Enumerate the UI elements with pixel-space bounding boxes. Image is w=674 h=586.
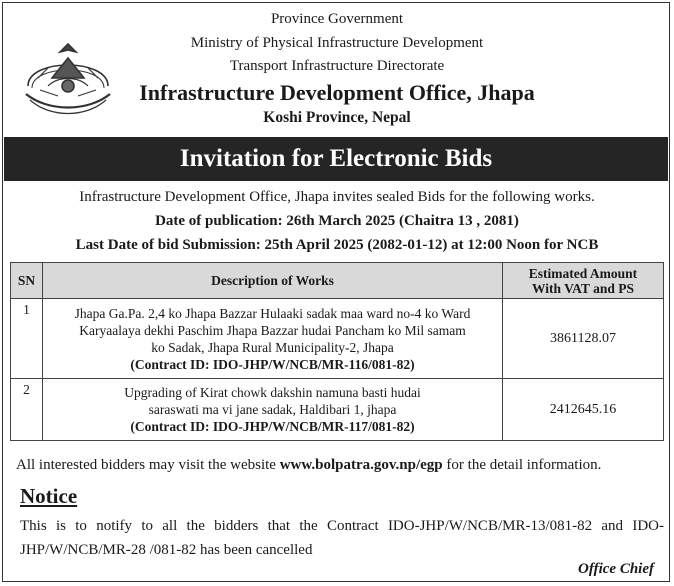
header-office-name: Infrastructure Development Office, Jhapa <box>139 80 535 105</box>
header-amount <box>503 263 664 299</box>
row-description <box>43 379 503 441</box>
submission-deadline: Last Date of bid Submission: 25th April 2025 (2082-01-12) at 12:00 Noon for NCB <box>75 237 599 253</box>
banner-title: Invitation for Electronic Bids <box>4 137 668 181</box>
header-sn: SN <box>11 263 43 299</box>
notice-title: Notice <box>20 484 78 508</box>
contract-id: (Contract ID: IDO-JHP/W/NCB/MR-117/081-82) <box>130 419 415 434</box>
desc-line: Jhapa Ga.Pa. 2,4 ko Jhapa Bazzar Hulaaki sadak maa ward no-4 ko Ward <box>74 305 471 321</box>
intro-text: Infrastructure Development Office, Jhapa invites sealed Bids for the following works. <box>79 189 595 205</box>
website-link[interactable]: www.bolpatra.gov.np/egp <box>279 457 443 473</box>
row-amount: 2412645.16 <box>503 379 664 441</box>
row-sn: 2 <box>11 379 43 441</box>
row-sn: 1 <box>11 299 43 379</box>
header-province: Koshi Province, Nepal <box>263 109 411 126</box>
publication-date: Date of publication: 26th March 2025 (Chaitra 13 , 2081) <box>155 213 519 229</box>
signature: Office Chief <box>578 561 654 577</box>
header-ministry: Ministry of Physical Infrastructure Development <box>190 35 484 51</box>
header-directorate: Transport Infrastructure Directorate <box>229 58 445 74</box>
desc-line: ko Sadak, Jhapa Rural Municipality-2, Jhapa <box>151 339 394 355</box>
header-amount-line2: With VAT and PS <box>532 280 634 296</box>
header-province-government: Province Government <box>270 11 404 27</box>
header-description: Description of Works <box>43 263 503 299</box>
header-amount-line1: Estimated Amount <box>528 265 638 281</box>
works-table <box>10 262 664 441</box>
desc-line: Upgrading of Kirat chowk dakshin namuna basti hudai <box>124 385 421 400</box>
contract-id: (Contract ID: IDO-JHP/W/NCB/MR-116/081-82) <box>130 356 415 372</box>
website-prefix: All interested bidders may visit the website <box>16 457 280 473</box>
website-suffix: for the detail information. <box>442 457 602 473</box>
desc-line: saraswati ma vi jane sadak, Haldibari 1, jhapa <box>148 402 397 417</box>
website-info <box>16 456 601 474</box>
table-row <box>11 379 664 441</box>
table-row <box>11 299 664 379</box>
desc-line: Karyaalaya dekhi Paschim Jhapa Bazzar hudai Pancham ko Mil samam <box>79 322 466 338</box>
row-amount: 3861128.07 <box>503 299 664 379</box>
row-description <box>43 299 503 379</box>
notice-body: This is to notify to all the bidders that the Contract IDO-JHP/W/NCB/MR-13/081-82 and IDO-JHP/W/NCB/MR-28 /081-82 has been cancelled <box>20 518 664 558</box>
